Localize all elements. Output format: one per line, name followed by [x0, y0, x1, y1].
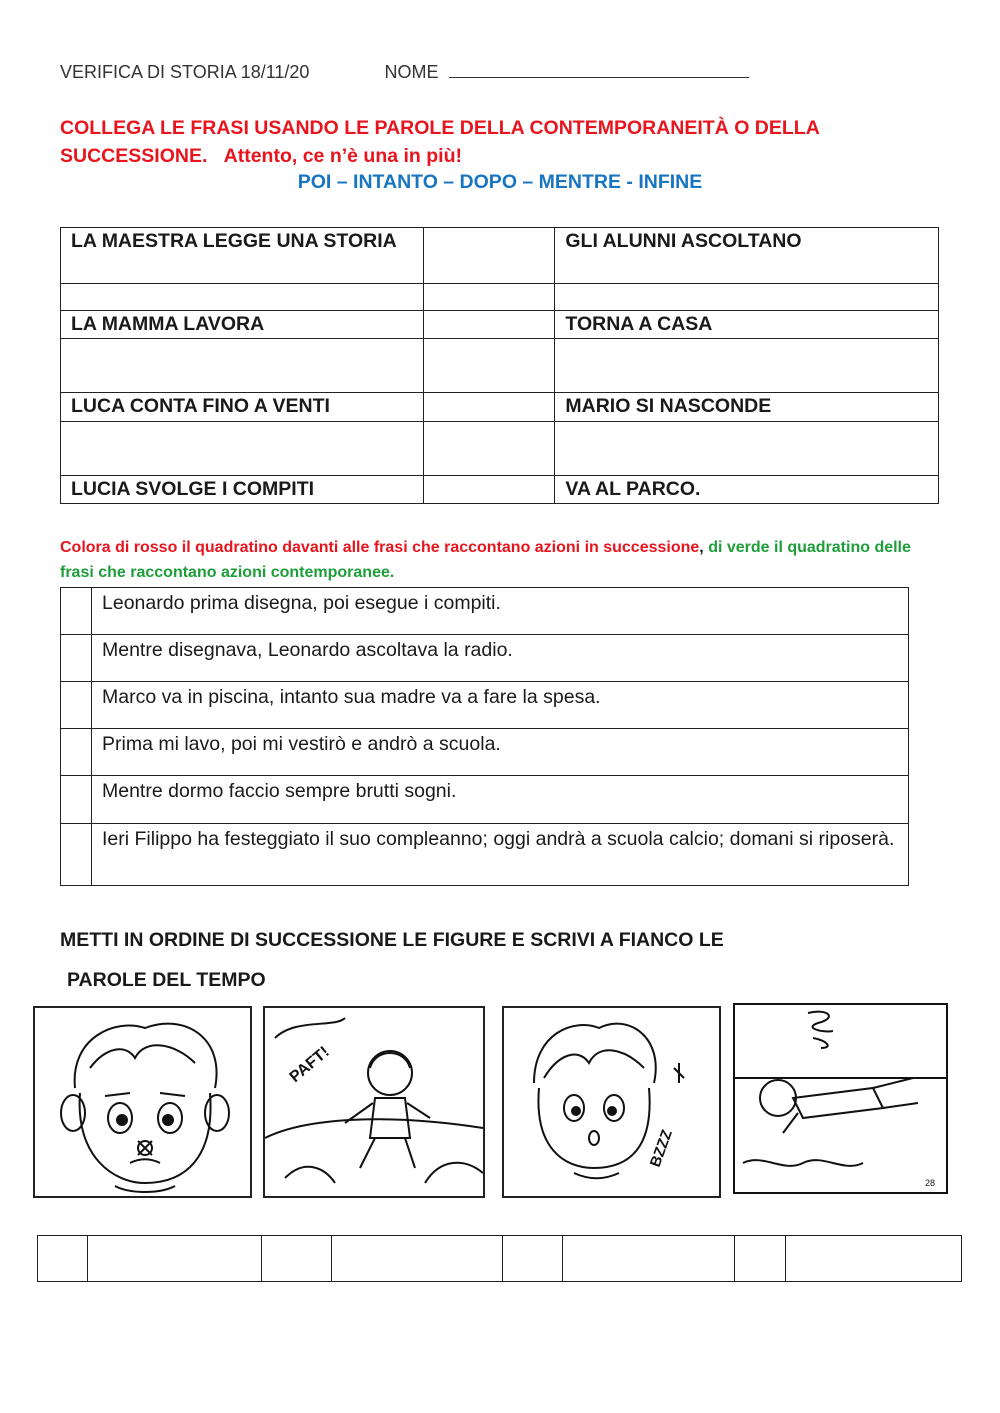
color-boxes-table: [60, 587, 909, 886]
exercise3-instruction: METTI IN ORDINE DI SUCCESSIONE LE FIGURE E SCRIVI A FIANCO LE PAROLE DEL TEMPO: [60, 929, 724, 991]
picture-boy-falling: [263, 1006, 485, 1198]
sentence: Ieri Filippo ha festeggiato il suo compleanno; oggi andrà a scuola calcio; domani si riposerà.: [92, 824, 909, 886]
time-word-cell[interactable]: [87, 1236, 261, 1282]
bzz-text: BZZZ: [646, 1127, 676, 1170]
sentence: Leonardo prima disegna, poi esegue i compiti.: [92, 588, 909, 635]
connector-cell[interactable]: [423, 393, 555, 422]
sentence: Mentre dormo faccio sempre brutti sogni.: [92, 776, 909, 824]
connector-cell[interactable]: [423, 311, 555, 339]
order-number-cell[interactable]: [503, 1236, 563, 1282]
connector-cell[interactable]: [423, 476, 555, 504]
left-sentence: LUCA CONTA FINO A VENTI: [61, 393, 424, 422]
time-word-cell[interactable]: [332, 1236, 503, 1282]
exercise2-instruction: Colora di rosso il quadratino davanti alle frasi che raccontano azioni in successione, di verde il quadratino delle frasi che raccontano azioni contemporanee.: [60, 539, 911, 581]
order-number-cell[interactable]: [734, 1236, 785, 1282]
connector-cell[interactable]: [423, 228, 555, 284]
header: [60, 62, 749, 83]
right-sentence: GLI ALUNNI ASCOLTANO: [555, 228, 939, 284]
picture-boy-flower: [33, 1006, 252, 1198]
connect-table: [60, 227, 939, 504]
color-checkbox[interactable]: [61, 776, 92, 824]
color-checkbox[interactable]: [61, 729, 92, 776]
picture-boy-fallen: [733, 1003, 948, 1194]
time-word-cell[interactable]: [785, 1236, 961, 1282]
color-checkbox[interactable]: [61, 635, 92, 682]
color-checkbox[interactable]: [61, 588, 92, 635]
left-sentence: LUCIA SVOLGE I COMPITI: [61, 476, 424, 504]
page-number: 28: [925, 1178, 936, 1188]
sentence: Prima mi lavo, poi mi vestirò e andrò a scuola.: [92, 729, 909, 776]
sentence: Mentre disegnava, Leonardo ascoltava la radio.: [92, 635, 909, 682]
picture-boy-bee: [502, 1006, 721, 1198]
right-sentence: VA AL PARCO.: [555, 476, 939, 504]
right-sentence: MARIO SI NASCONDE: [555, 393, 939, 422]
left-sentence: LA MAMMA LAVORA: [61, 311, 424, 339]
name-line[interactable]: [449, 63, 749, 78]
color-checkbox[interactable]: [61, 682, 92, 729]
word-bank: POI – INTANTO – DOPO – MENTRE - INFINE: [297, 171, 703, 193]
right-sentence: TORNA A CASA: [555, 311, 939, 339]
order-number-cell[interactable]: [262, 1236, 332, 1282]
order-answer-table: [37, 1235, 962, 1282]
order-number-cell[interactable]: [38, 1236, 88, 1282]
sentence: Marco va in piscina, intanto sua madre va a fare la spesa.: [92, 682, 909, 729]
left-sentence: LA MAESTRA LEGGE UNA STORIA: [61, 228, 424, 284]
exercise1-instruction: COLLEGA LE FRASI USANDO LE PAROLE DELLA CONTEMPORANEITÀ O DELLA SUCCESSIONE. Attento, ce n’è una in più!: [60, 117, 820, 167]
color-checkbox[interactable]: [61, 824, 92, 886]
test-title: VERIFICA DI STORIA 18/11/20: [60, 62, 310, 82]
name-label: NOME: [384, 62, 439, 82]
time-word-cell[interactable]: [563, 1236, 734, 1282]
paf-text: PAFT!: [286, 1043, 333, 1087]
